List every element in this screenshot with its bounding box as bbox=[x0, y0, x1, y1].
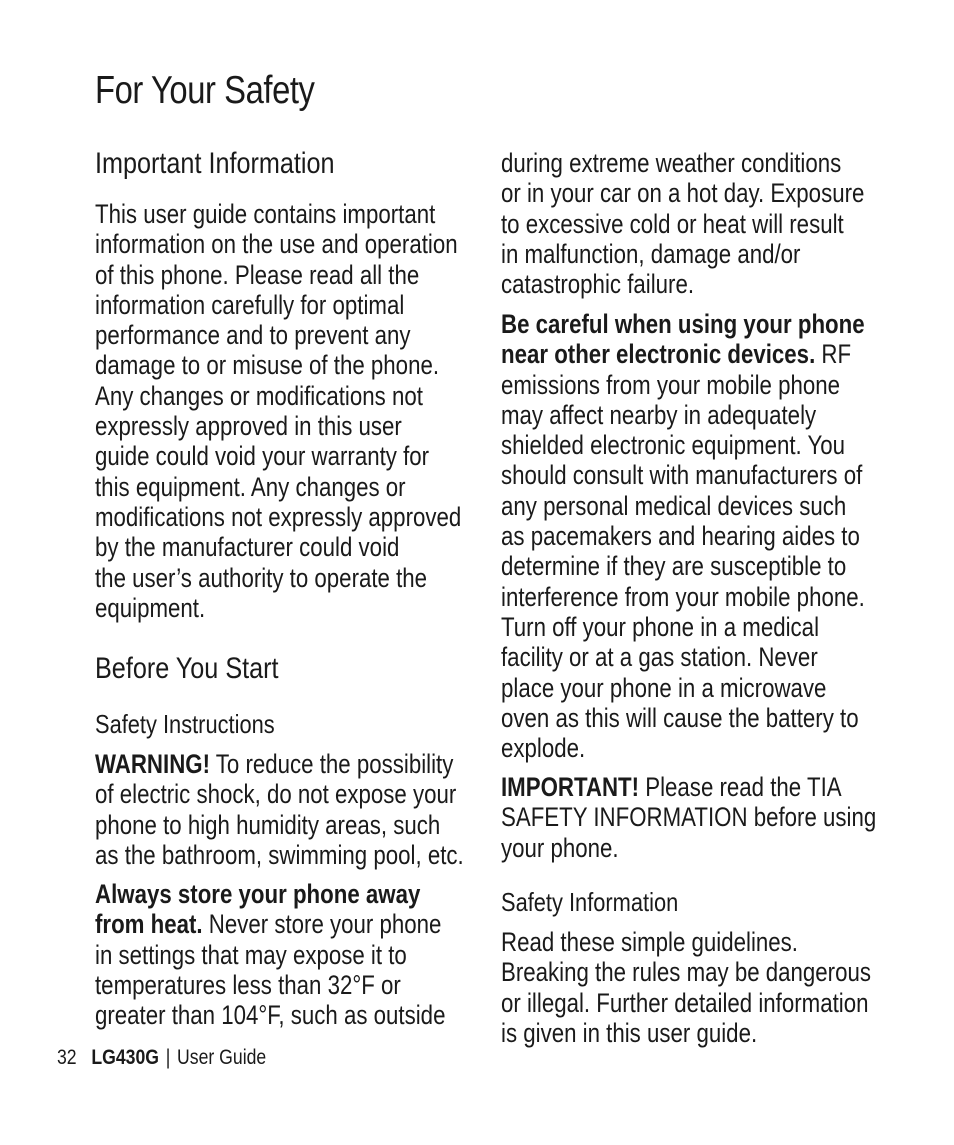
safety-information-heading: Safety Information bbox=[501, 887, 679, 917]
warning-label: WARNING! bbox=[95, 749, 211, 779]
model-name: LG430G bbox=[91, 1046, 159, 1069]
heat-lead: Always store your phone away bbox=[95, 879, 421, 909]
heat-paragraph: Always store your phone away from heat. Never store your phone in settings that may expose it to temperatures less than 32°F or greater than 104°F, such as outside bbox=[95, 879, 446, 1031]
important-label: IMPORTANT! bbox=[501, 772, 640, 802]
electronics-lead: Be careful when using your phone bbox=[501, 309, 865, 339]
page-title: For Your Safety bbox=[95, 69, 315, 112]
important-information-body: This user guide contains important information on the use and operation of this phone. Please read all the information carefully for optimal performance and to prevent any damage to or misuse of the phone. Any changes or modifications not expressly approved in this user guide could void your warranty for this equipment. Any changes or modifications not expressly approved by the manufacturer could void the user’s authority to operate the equipment. bbox=[95, 199, 462, 623]
important-paragraph: IMPORTANT! Please read the TIA SAFETY INFORMATION before using your phone. bbox=[501, 772, 877, 863]
page-footer bbox=[57, 1045, 306, 1071]
footer-separator: | bbox=[165, 1046, 171, 1069]
guide-label: User Guide bbox=[177, 1046, 267, 1069]
heat-continued-paragraph: during extreme weather conditions or in your car on a hot day. Exposure to excessive cold or heat will result in malfunction, damage and/or catastrophic failure. bbox=[501, 148, 865, 300]
before-you-start-heading: Before You Start bbox=[95, 652, 279, 685]
warning-paragraph: WARNING! To reduce the possibility of electric shock, do not expose your phone to high humidity areas, such as the bathroom, swimming pool, etc. bbox=[95, 749, 464, 870]
electronics-paragraph: Be careful when using your phone near other electronic devices. RF emissions from your mobile phone may affect nearby in adequately shielded electronic equipment. You should consult with manufacturers of any personal medical devices such as pacemakers and hearing aides to determine if they are susceptible to interference from your mobile phone. Turn off your phone in a medical facility or at a gas station. Never place your phone in a microwave oven as this will cause the battery to explode. bbox=[501, 309, 865, 764]
safety-instructions-subheading: Safety Instructions bbox=[95, 709, 275, 739]
important-information-heading: Important Information bbox=[95, 147, 335, 180]
safety-information-body: Read these simple guidelines. Breaking the rules may be dangerous or illegal. Further detailed information is given in this user guide. bbox=[501, 927, 871, 1048]
page-number: 32 bbox=[57, 1046, 77, 1069]
